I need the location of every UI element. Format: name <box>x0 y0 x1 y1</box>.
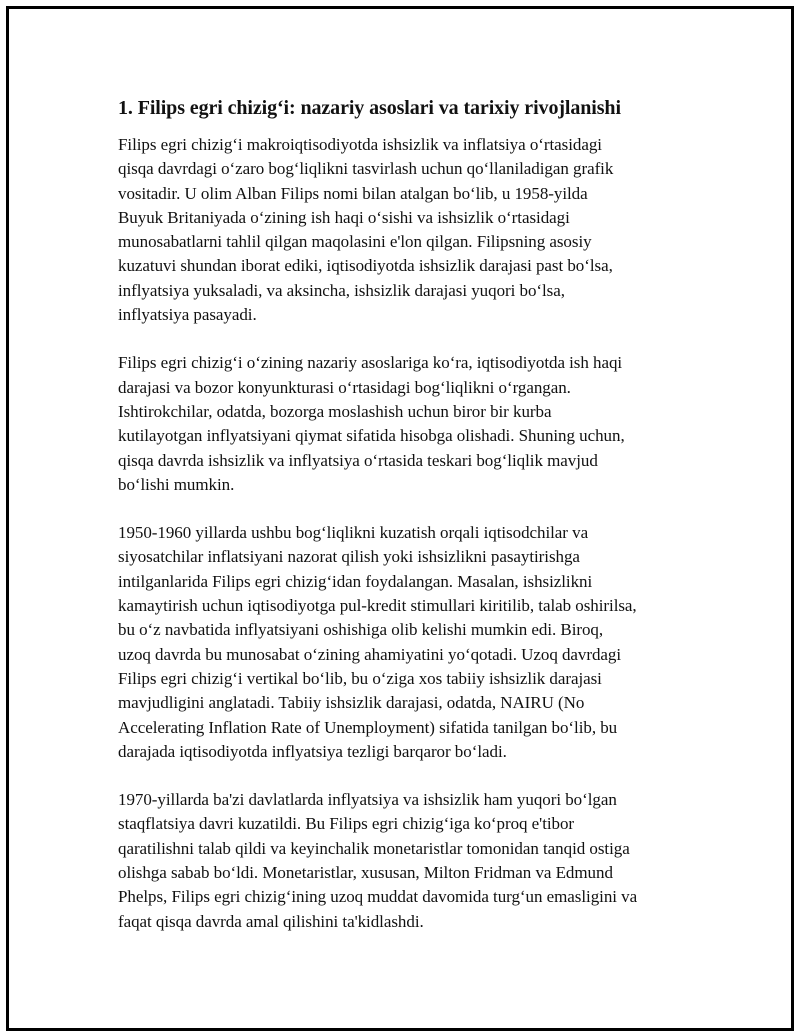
text-line: munosabatlarni tahlil qilgan maqolasini e'lon qilgan. Filipsning asosiy <box>118 232 592 252</box>
text-line: faqat qisqa davrda amal qilishini ta'kidlashdi. <box>118 911 424 931</box>
text-line: bu o‘z navbatida inflyatsiyani oshishiga olib kelishi mumkin edi. Biroq, <box>118 620 604 640</box>
text-line: qisqa davrdagi o‘zaro bog‘liqlikni tasvirlash uchun qo‘llaniladigan grafik <box>118 159 614 179</box>
text-line: kamaytirish uchun iqtisodiyotga pul-kredit stimullari kiritilib, talab oshirilsa, <box>118 596 637 616</box>
text-line: Accelerating Inflation Rate of Unemployment) sifatida tanilgan bo‘lib, bu <box>118 717 618 737</box>
text-line: Phelps, Filips egri chizig‘ining uzoq muddat davomida turg‘un emasligini va <box>118 887 638 907</box>
document-body <box>118 96 698 958</box>
paragraph-container <box>118 133 698 934</box>
text-line: darajasi va bozor konyunkturasi o‘rtasidagi bog‘liqlikni o‘rgangan. <box>118 377 571 397</box>
text-line: uzoq davrda bu munosabat o‘zining ahamiyatini yo‘qotadi. Uzoq davrdagi <box>118 644 622 664</box>
text-line: Buyuk Britaniyada o‘zining ish haqi o‘sishi va ishsizlik o‘rtasidagi <box>118 207 570 227</box>
body-paragraph-3 <box>118 521 698 764</box>
text-line: staqflatsiya davri kuzatildi. Bu Filips egri chizig‘iga ko‘proq e'tibor <box>118 814 575 834</box>
text-line: qisqa davrda ishsizlik va inflyatsiya o‘rtasida teskari bog‘liqlik mavjud <box>118 450 598 470</box>
text-line: Filips egri chizig‘i vertikal bo‘lib, bu o‘ziga xos tabiiy ishsizlik darajasi <box>118 668 602 688</box>
body-paragraph-4 <box>118 788 698 934</box>
text-line: Ishtirokchilar, odatda, bozorga moslashish uchun biror bir kurba <box>118 401 552 421</box>
text-line: darajada iqtisodiyotda inflyatsiya tezligi barqaror bo‘ladi. <box>118 741 507 761</box>
text-line: kutilayotgan inflyatsiyani qiymat sifatida hisobga olishadi. Shuning uchun, <box>118 426 625 446</box>
text-line: 1970-yillarda ba'zi davlatlarda inflyatsiya va ishsizlik ham yuqori bo‘lgan <box>118 790 617 810</box>
text-line: bo‘lishi mumkin. <box>118 474 235 494</box>
section-heading: 1. Filips egri chizig‘i: nazariy asoslari va tarixiy rivojlanishi <box>118 97 621 119</box>
text-line: olishga sabab bo‘ldi. Monetaristlar, xususan, Milton Fridman va Edmund <box>118 863 613 883</box>
text-line: 1950-1960 yillarda ushbu bog‘liqlikni kuzatish orqali iqtisodchilar va <box>118 523 589 543</box>
text-line: Filips egri chizig‘i o‘zining nazariy asoslariga ko‘ra, iqtisodiyotda ish haqi <box>118 353 623 373</box>
body-paragraph-2 <box>118 351 698 497</box>
text-line: mavjudligini anglatadi. Tabiiy ishsizlik darajasi, odatda, NAIRU (No <box>118 693 585 713</box>
text-line: kuzatuvi shundan iborat ediki, iqtisodiyotda ishsizlik darajasi past bo‘lsa, <box>118 256 613 276</box>
body-paragraph-1 <box>118 133 698 327</box>
text-line: vositadir. U olim Alban Filips nomi bilan atalgan bo‘lib, u 1958-yilda <box>118 183 588 203</box>
text-line: siyosatchilar inflatsiyani nazorat qilish yoki ishsizlikni pasaytirishga <box>118 547 580 567</box>
text-line: Filips egri chizig‘i makroiqtisodiyotda ishsizlik va inflatsiya o‘rtasidagi <box>118 135 602 154</box>
text-line: inflyatsiya yuksaladi, va aksincha, ishsizlik darajasi yuqori bo‘lsa, <box>118 280 565 300</box>
text-line: inflyatsiya pasayadi. <box>118 305 257 325</box>
text-line: intilganlarida Filips egri chizig‘idan foydalangan. Masalan, ishsizlikni <box>118 571 593 591</box>
text-line: qaratilishni talab qildi va keyinchalik monetaristlar tomonidan tanqid ostiga <box>118 838 630 858</box>
